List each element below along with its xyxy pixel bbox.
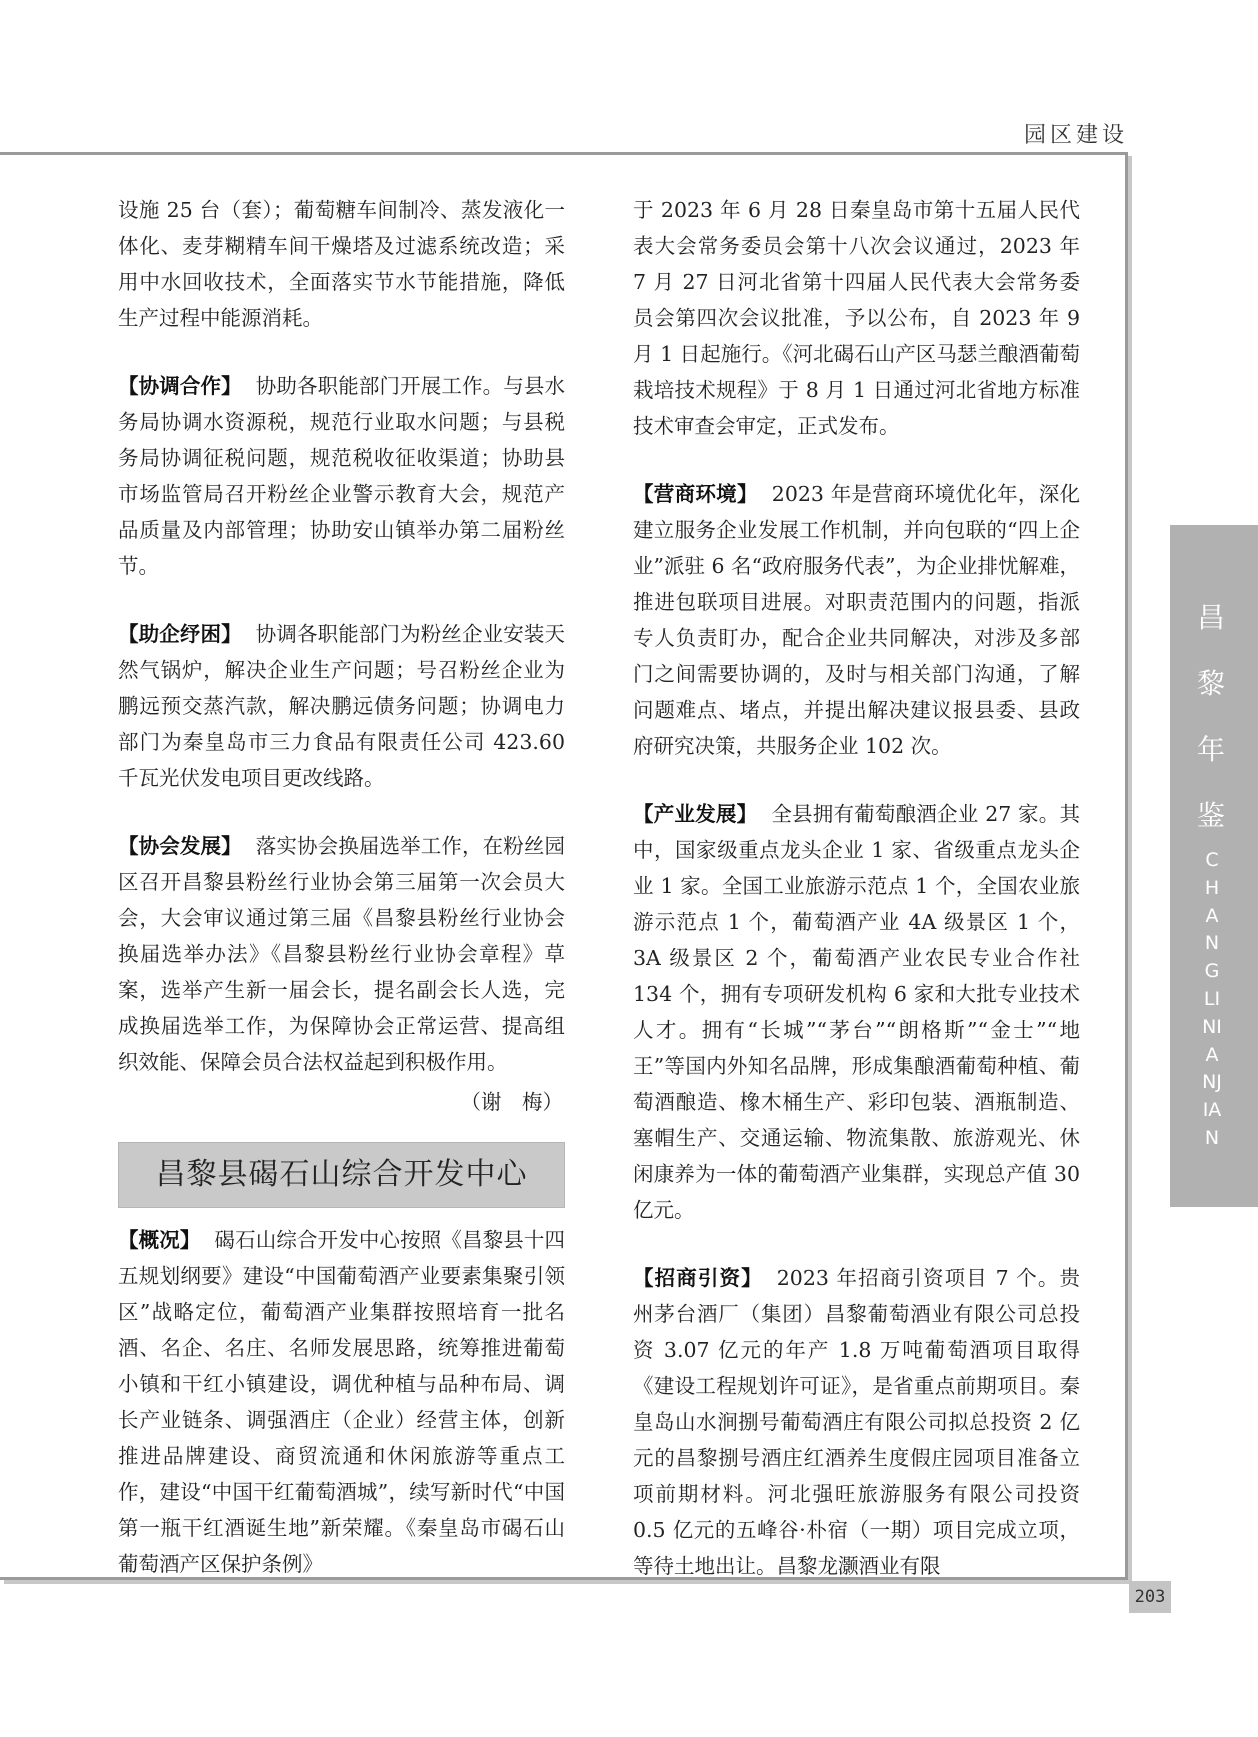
paragraph-text: 2023 年招商引资项目 7 个。贵州茅台酒厂（集团）昌黎葡萄酒业有限公司总投资 3.07 亿元的年产 1.8 万吨葡萄酒项目取得《建设工程规划许可证》，是省重点前期项目。秦皇岛山水涧捌号葡萄酒庄有限公司拟总投资 2 亿元的昌黎捌号酒庄红酒养生度假庄园项目准备立项前期材料。河北强旺旅游服务有限公司投资 0.5 亿元的五峰谷·朴宿（一期）项目完成立项，等待土地出让。昌黎龙灏酒业有限 [633, 1266, 1081, 1578]
paragraph-investment [633, 1260, 1080, 1584]
paragraph-overview [118, 1222, 565, 1582]
section-tag: 【概况】 [118, 1228, 201, 1252]
paragraph-text: 于 2023 年 6 月 28 日秦皇岛市第十五届人民代表大会常务委员会第十八次会议通过，2023 年 7 月 27 日河北省第十四届人民代表大会常务委员会第四次会议批准，予以公布，自 2023 年 9 月 1 日起施行。《河北碣石山产区马瑟兰酿酒葡萄栽培技术规程》于 8 月 1 日通过河北省地方标准技术审查会审定，正式发布。 [633, 198, 1080, 438]
paragraph-industry [633, 796, 1080, 1228]
paragraph-text: 全县拥有葡萄酿酒企业 27 家。其中，国家级重点龙头企业 1 家、省级重点龙头企业 1 家。全国工业旅游示范点 1 个，全国农业旅游示范点 1 个，葡萄酒产业 4A 级景区 1 个，3A 级景区 2 个，葡萄酒产业农民专业合作社 134 个，拥有专项研发机构 6 家和大批专业技术人才。拥有“长城”“茅台”“朗格斯”“金士”“地王”等国内外知名品牌，形成集酿酒葡萄种植、葡萄酒酿造、橡木桶生产、彩印包装、酒瓶制造、塞帽生产、交通运输、物流集散、旅游观光、休闲康养为一体的葡萄酒产业集群，实现总产值 30 亿元。 [633, 802, 1080, 1222]
section-label: 园区建设 [1024, 123, 1129, 148]
side-tab [1170, 525, 1258, 1207]
page-number: 203 [1129, 1581, 1171, 1613]
paragraph-association [118, 828, 565, 1080]
section-tag: 【营商环境】 [633, 482, 758, 506]
article-heading: 昌黎县碣石山综合开发中心 [118, 1142, 565, 1208]
paragraph-business-environment [633, 476, 1080, 764]
author-signature: （谢 梅） [460, 1090, 563, 1114]
left-column [118, 192, 565, 1614]
side-tab-title-cn: 昌黎年鉴 [1196, 601, 1225, 832]
paragraph-text: 落实协会换届选举工作，在粉丝园区召开昌黎县粉丝行业协会第三届第一次会员大会，大会审议通过第三届《昌黎县粉丝行业协会换届选举办法》《昌黎县粉丝行业协会章程》草案，选举产生新一届会长，提名副会长人选，完成换届选举工作，为保障协会正常运营、提高组织效能、保障会员合法权益起到积极作用。 [118, 834, 565, 1074]
section-tag: 【协调合作】 [118, 374, 242, 398]
section-tag: 【助企纾困】 [118, 622, 242, 646]
paragraph-text: 碣石山综合开发中心按照《昌黎县十四五规划纲要》建设“中国葡萄酒产业要素集聚引领区”战略定位，葡萄酒产业集群按照培育一批名酒、名企、名庄、名师发展思路，统筹推进葡萄小镇和干红小镇建设，调优种植与品种布局、调长产业链条、调强酒庄（企业）经营主体，创新推进品牌建设、商贸流通和休闲旅游等重点工作，建设“中国干红葡萄酒城”，续写新时代“中国第一瓶干红酒诞生地”新荣耀。《秦皇岛市碣石山葡萄酒产区保护条例》 [118, 1228, 565, 1576]
side-tab-title-en: CHANGLINIANJIAN [1202, 849, 1222, 1149]
paragraph-text: 设施 25 台（套）；葡萄糖车间制冷、蒸发液化一体化、麦芽糊精车间干燥塔及过滤系统改造；采用中水回收技术，全面落实节水节能措施，降低生产过程中能源消耗。 [118, 198, 565, 330]
paragraph-facilities [118, 192, 565, 336]
section-tag: 【招商引资】 [633, 1266, 763, 1290]
section-tag: 【协会发展】 [118, 834, 242, 858]
section-tag: 【产业发展】 [633, 802, 758, 826]
paragraph-text: 协调各职能部门为粉丝企业安装天然气锅炉，解决企业生产问题；号召粉丝企业为鹏远预交蒸汽款，解决鹏远债务问题；协调电力部门为秦皇岛市三力食品有限责任公司 423.60 千瓦光伏发电项目更改线路。 [118, 622, 565, 790]
paragraph-regulation [633, 192, 1080, 444]
paragraph-text: 协助各职能部门开展工作。与县水务局协调水资源税，规范行业取水问题；与县税务局协调征税问题，规范税收征收渠道；协助县市场监管局召开粉丝企业警示教育大会，规范产品质量及内部管理；协助安山镇举办第二届粉丝节。 [118, 374, 565, 578]
paragraph-text: 2023 年是营商环境优化年，深化建立服务企业发展工作机制，并向包联的“四上企业”派驻 6 名“政府服务代表”，为企业排忧解难，推进包联项目进展。对职责范围内的问题，指派专人负责盯办，配合企业共同解决，对涉及多部门之间需要协调的，及时与相关部门沟通，了解问题难点、堵点，并提出解决建议报县委、县政府研究决策，共服务企业 102 次。 [633, 482, 1081, 758]
right-column [633, 192, 1080, 1616]
paragraph-enterprise-relief [118, 616, 565, 796]
paragraph-coordination [118, 368, 565, 584]
